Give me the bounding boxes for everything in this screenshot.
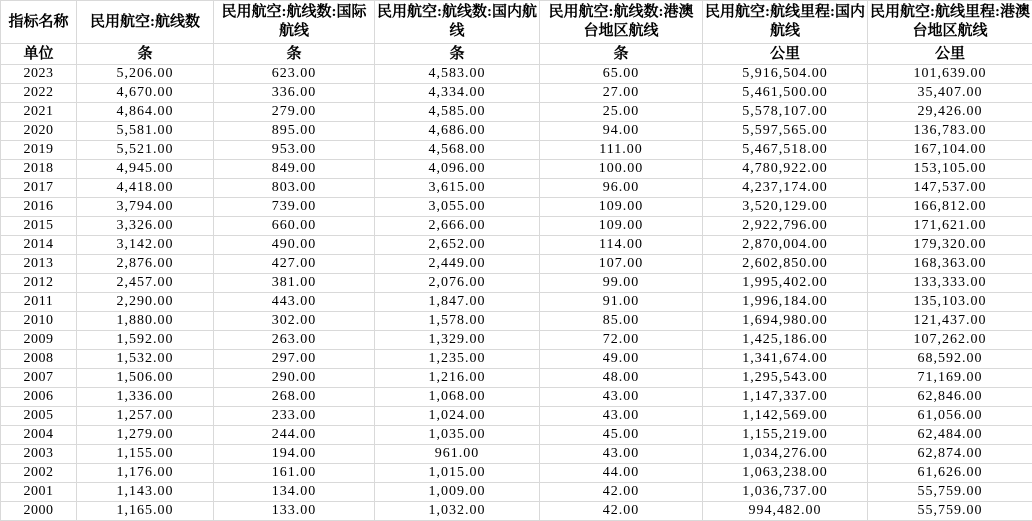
value-cell[interactable]: 2,652.00 (375, 236, 540, 255)
table-row (1, 350, 1032, 369)
table-row (1, 312, 1032, 331)
year-cell[interactable]: 2019 (1, 141, 77, 160)
value-cell[interactable]: 42.00 (540, 483, 703, 502)
value-cell[interactable]: 114.00 (540, 236, 703, 255)
year-cell[interactable]: 2018 (1, 160, 77, 179)
value-cell[interactable]: 96.00 (540, 179, 703, 198)
value-cell[interactable]: 1,235.00 (375, 350, 540, 369)
value-cell[interactable]: 2,602,850.00 (703, 255, 868, 274)
value-cell[interactable]: 1,847.00 (375, 293, 540, 312)
year-cell[interactable]: 2002 (1, 464, 77, 483)
value-cell[interactable]: 2,876.00 (77, 255, 214, 274)
value-cell[interactable]: 101,639.00 (868, 65, 1032, 84)
value-cell[interactable]: 5,597,565.00 (703, 122, 868, 141)
value-cell[interactable]: 739.00 (214, 198, 375, 217)
value-cell[interactable]: 268.00 (214, 388, 375, 407)
value-cell[interactable]: 121,437.00 (868, 312, 1032, 331)
value-cell[interactable]: 1,036,737.00 (703, 483, 868, 502)
value-cell[interactable]: 61,056.00 (868, 407, 1032, 426)
value-cell[interactable]: 1,063,238.00 (703, 464, 868, 483)
year-cell[interactable]: 2004 (1, 426, 77, 445)
value-cell[interactable]: 1,425,186.00 (703, 331, 868, 350)
value-cell[interactable]: 55,759.00 (868, 502, 1032, 521)
value-cell[interactable]: 2,870,004.00 (703, 236, 868, 255)
year-cell[interactable]: 2008 (1, 350, 77, 369)
value-cell[interactable]: 48.00 (540, 369, 703, 388)
value-cell[interactable]: 167,104.00 (868, 141, 1032, 160)
value-cell[interactable]: 179,320.00 (868, 236, 1032, 255)
value-cell[interactable]: 72.00 (540, 331, 703, 350)
value-cell[interactable]: 4,945.00 (77, 160, 214, 179)
value-cell[interactable]: 1,592.00 (77, 331, 214, 350)
value-cell[interactable]: 5,578,107.00 (703, 103, 868, 122)
value-cell[interactable]: 1,880.00 (77, 312, 214, 331)
value-cell[interactable]: 171,621.00 (868, 217, 1032, 236)
value-cell[interactable]: 1,032.00 (375, 502, 540, 521)
table-row (1, 141, 1032, 160)
header-row (1, 1, 1032, 44)
value-cell[interactable]: 3,326.00 (77, 217, 214, 236)
year-cell[interactable]: 2007 (1, 369, 77, 388)
value-cell[interactable]: 94.00 (540, 122, 703, 141)
table-head (1, 1, 1032, 65)
value-cell[interactable]: 2,922,796.00 (703, 217, 868, 236)
value-cell[interactable]: 133.00 (214, 502, 375, 521)
unit-cell[interactable]: 条 (375, 44, 540, 65)
table-row (1, 65, 1032, 84)
year-cell[interactable]: 2003 (1, 445, 77, 464)
year-cell[interactable]: 2012 (1, 274, 77, 293)
year-cell[interactable]: 2013 (1, 255, 77, 274)
value-cell[interactable]: 1,155.00 (77, 445, 214, 464)
unit-label[interactable]: 单位 (1, 44, 77, 65)
year-cell[interactable]: 2011 (1, 293, 77, 312)
value-cell[interactable]: 4,568.00 (375, 141, 540, 160)
value-cell[interactable]: 3,794.00 (77, 198, 214, 217)
value-cell[interactable]: 107.00 (540, 255, 703, 274)
value-cell[interactable]: 4,585.00 (375, 103, 540, 122)
value-cell[interactable]: 1,694,980.00 (703, 312, 868, 331)
value-cell[interactable]: 994,482.00 (703, 502, 868, 521)
value-cell[interactable]: 136,783.00 (868, 122, 1032, 141)
value-cell[interactable]: 45.00 (540, 426, 703, 445)
value-cell[interactable]: 2,076.00 (375, 274, 540, 293)
value-cell[interactable]: 42.00 (540, 502, 703, 521)
value-cell[interactable]: 2,457.00 (77, 274, 214, 293)
value-cell[interactable]: 161.00 (214, 464, 375, 483)
table-row (1, 274, 1032, 293)
table-row (1, 293, 1032, 312)
value-cell[interactable]: 1,996,184.00 (703, 293, 868, 312)
unit-row (1, 44, 1032, 65)
table-row (1, 331, 1032, 350)
value-cell[interactable]: 895.00 (214, 122, 375, 141)
unit-cell[interactable]: 公里 (703, 44, 868, 65)
unit-cell[interactable]: 条 (77, 44, 214, 65)
value-cell[interactable]: 153,105.00 (868, 160, 1032, 179)
value-cell[interactable]: 43.00 (540, 407, 703, 426)
value-cell[interactable]: 1,024.00 (375, 407, 540, 426)
unit-cell[interactable]: 公里 (868, 44, 1032, 65)
year-cell[interactable]: 2014 (1, 236, 77, 255)
value-cell[interactable]: 44.00 (540, 464, 703, 483)
value-cell[interactable]: 1,295,543.00 (703, 369, 868, 388)
value-cell[interactable]: 168,363.00 (868, 255, 1032, 274)
indicator-name-header[interactable]: 指标名称 (1, 1, 77, 44)
unit-cell[interactable]: 条 (540, 44, 703, 65)
table-row (1, 217, 1032, 236)
value-cell[interactable]: 336.00 (214, 84, 375, 103)
value-cell[interactable]: 111.00 (540, 141, 703, 160)
value-cell[interactable]: 1,142,569.00 (703, 407, 868, 426)
value-cell[interactable]: 27.00 (540, 84, 703, 103)
value-cell[interactable]: 4,418.00 (77, 179, 214, 198)
year-cell[interactable]: 2006 (1, 388, 77, 407)
table-row (1, 426, 1032, 445)
value-cell[interactable]: 4,583.00 (375, 65, 540, 84)
value-cell[interactable]: 1,009.00 (375, 483, 540, 502)
value-cell[interactable]: 1,578.00 (375, 312, 540, 331)
year-cell[interactable]: 2021 (1, 103, 77, 122)
year-cell[interactable]: 2001 (1, 483, 77, 502)
table-row (1, 198, 1032, 217)
value-cell[interactable]: 849.00 (214, 160, 375, 179)
value-cell[interactable]: 35,407.00 (868, 84, 1032, 103)
value-cell[interactable]: 803.00 (214, 179, 375, 198)
value-cell[interactable]: 49.00 (540, 350, 703, 369)
unit-cell[interactable]: 条 (214, 44, 375, 65)
column-header[interactable]: 民用航空:航线数:国际航线 (214, 1, 375, 44)
value-cell[interactable]: 65.00 (540, 65, 703, 84)
table-row (1, 502, 1032, 521)
value-cell[interactable]: 279.00 (214, 103, 375, 122)
table-row (1, 179, 1032, 198)
value-cell[interactable]: 4,334.00 (375, 84, 540, 103)
value-cell[interactable]: 5,206.00 (77, 65, 214, 84)
year-cell[interactable]: 2000 (1, 502, 77, 521)
value-cell[interactable]: 4,686.00 (375, 122, 540, 141)
year-cell[interactable]: 2015 (1, 217, 77, 236)
year-cell[interactable]: 2009 (1, 331, 77, 350)
value-cell[interactable]: 25.00 (540, 103, 703, 122)
year-cell[interactable]: 2005 (1, 407, 77, 426)
value-cell[interactable]: 1,506.00 (77, 369, 214, 388)
value-cell[interactable]: 68,592.00 (868, 350, 1032, 369)
value-cell[interactable]: 961.00 (375, 445, 540, 464)
table-row (1, 369, 1032, 388)
value-cell[interactable]: 290.00 (214, 369, 375, 388)
value-cell[interactable]: 381.00 (214, 274, 375, 293)
value-cell[interactable]: 3,142.00 (77, 236, 214, 255)
value-cell[interactable]: 427.00 (214, 255, 375, 274)
value-cell[interactable]: 85.00 (540, 312, 703, 331)
year-cell[interactable]: 2010 (1, 312, 77, 331)
value-cell[interactable]: 1,143.00 (77, 483, 214, 502)
value-cell[interactable]: 297.00 (214, 350, 375, 369)
table-row (1, 483, 1032, 502)
value-cell[interactable]: 62,874.00 (868, 445, 1032, 464)
value-cell[interactable]: 91.00 (540, 293, 703, 312)
table-row (1, 103, 1032, 122)
table-row (1, 464, 1032, 483)
value-cell[interactable]: 263.00 (214, 331, 375, 350)
table-row (1, 445, 1032, 464)
value-cell[interactable]: 5,467,518.00 (703, 141, 868, 160)
column-header[interactable]: 民用航空:航线里程:国内航线 (703, 1, 868, 44)
value-cell[interactable]: 4,237,174.00 (703, 179, 868, 198)
value-cell[interactable]: 5,581.00 (77, 122, 214, 141)
value-cell[interactable]: 1,034,276.00 (703, 445, 868, 464)
value-cell[interactable]: 623.00 (214, 65, 375, 84)
value-cell[interactable]: 135,103.00 (868, 293, 1032, 312)
value-cell[interactable]: 3,615.00 (375, 179, 540, 198)
value-cell[interactable]: 1,336.00 (77, 388, 214, 407)
value-cell[interactable]: 166,812.00 (868, 198, 1032, 217)
value-cell[interactable]: 43.00 (540, 445, 703, 464)
value-cell[interactable]: 490.00 (214, 236, 375, 255)
table-row (1, 236, 1032, 255)
value-cell[interactable]: 5,461,500.00 (703, 84, 868, 103)
value-cell[interactable]: 71,169.00 (868, 369, 1032, 388)
value-cell[interactable]: 1,155,219.00 (703, 426, 868, 445)
value-cell[interactable]: 4,780,922.00 (703, 160, 868, 179)
value-cell[interactable]: 4,864.00 (77, 103, 214, 122)
value-cell[interactable]: 29,426.00 (868, 103, 1032, 122)
value-cell[interactable]: 1,341,674.00 (703, 350, 868, 369)
year-cell[interactable]: 2022 (1, 84, 77, 103)
value-cell[interactable]: 1,068.00 (375, 388, 540, 407)
value-cell[interactable]: 1,329.00 (375, 331, 540, 350)
value-cell[interactable]: 2,449.00 (375, 255, 540, 274)
value-cell[interactable]: 61,626.00 (868, 464, 1032, 483)
value-cell[interactable]: 660.00 (214, 217, 375, 236)
year-cell[interactable]: 2016 (1, 198, 77, 217)
table-row (1, 160, 1032, 179)
value-cell[interactable]: 4,670.00 (77, 84, 214, 103)
table-row (1, 407, 1032, 426)
column-header[interactable]: 民用航空:航线里程:港澳台地区航线 (868, 1, 1032, 44)
year-cell[interactable]: 2017 (1, 179, 77, 198)
value-cell[interactable]: 147,537.00 (868, 179, 1032, 198)
table-row (1, 84, 1032, 103)
year-cell[interactable]: 2020 (1, 122, 77, 141)
value-cell[interactable]: 302.00 (214, 312, 375, 331)
value-cell[interactable]: 1,176.00 (77, 464, 214, 483)
value-cell[interactable]: 1,532.00 (77, 350, 214, 369)
value-cell[interactable]: 43.00 (540, 388, 703, 407)
value-cell[interactable]: 1,257.00 (77, 407, 214, 426)
value-cell[interactable]: 1,995,402.00 (703, 274, 868, 293)
value-cell[interactable]: 2,666.00 (375, 217, 540, 236)
value-cell[interactable]: 109.00 (540, 217, 703, 236)
value-cell[interactable]: 5,521.00 (77, 141, 214, 160)
value-cell[interactable]: 1,147,337.00 (703, 388, 868, 407)
table-body (1, 65, 1032, 521)
column-header[interactable]: 民用航空:航线数:港澳台地区航线 (540, 1, 703, 44)
value-cell[interactable]: 133,333.00 (868, 274, 1032, 293)
value-cell[interactable]: 194.00 (214, 445, 375, 464)
value-cell[interactable]: 55,759.00 (868, 483, 1032, 502)
value-cell[interactable]: 2,290.00 (77, 293, 214, 312)
value-cell[interactable]: 3,055.00 (375, 198, 540, 217)
table-row (1, 388, 1032, 407)
value-cell[interactable]: 3,520,129.00 (703, 198, 868, 217)
value-cell[interactable]: 109.00 (540, 198, 703, 217)
value-cell[interactable]: 99.00 (540, 274, 703, 293)
value-cell[interactable]: 1,216.00 (375, 369, 540, 388)
value-cell[interactable]: 953.00 (214, 141, 375, 160)
value-cell[interactable]: 4,096.00 (375, 160, 540, 179)
value-cell[interactable]: 1,279.00 (77, 426, 214, 445)
value-cell[interactable]: 62,484.00 (868, 426, 1032, 445)
value-cell[interactable]: 1,015.00 (375, 464, 540, 483)
value-cell[interactable]: 5,916,504.00 (703, 65, 868, 84)
value-cell[interactable]: 107,262.00 (868, 331, 1032, 350)
value-cell[interactable]: 1,165.00 (77, 502, 214, 521)
value-cell[interactable]: 134.00 (214, 483, 375, 502)
table-row (1, 255, 1032, 274)
value-cell[interactable]: 233.00 (214, 407, 375, 426)
column-header[interactable]: 民用航空:航线数:国内航线 (375, 1, 540, 44)
value-cell[interactable]: 1,035.00 (375, 426, 540, 445)
value-cell[interactable]: 100.00 (540, 160, 703, 179)
table-row (1, 122, 1032, 141)
value-cell[interactable]: 244.00 (214, 426, 375, 445)
value-cell[interactable]: 62,846.00 (868, 388, 1032, 407)
year-cell[interactable]: 2023 (1, 65, 77, 84)
value-cell[interactable]: 443.00 (214, 293, 375, 312)
column-header[interactable]: 民用航空:航线数 (77, 1, 214, 44)
